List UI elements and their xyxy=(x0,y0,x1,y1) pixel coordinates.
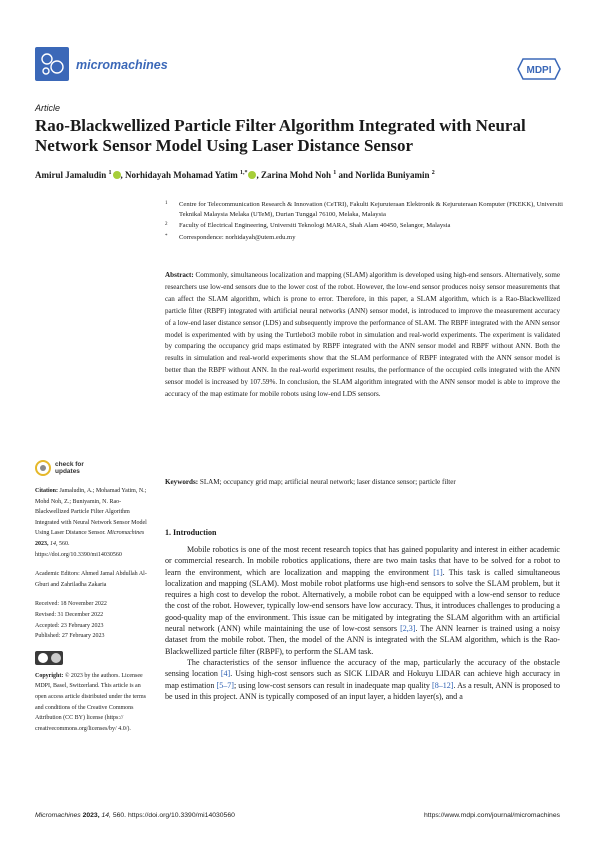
mdpi-logo-icon[interactable] xyxy=(517,58,561,80)
footer-journal-url[interactable]: https://www.mdpi.com/journal/micromachines xyxy=(424,812,560,819)
citation-link[interactable]: [2,3] xyxy=(400,624,416,634)
citation-link[interactable]: [8–12] xyxy=(432,680,454,690)
author-list: Amirul Jamaludin $^1$ , Norhidayah Mohamad Yatim $^{1,*}$ , Zarina Mohd Noh $^1$ and Norlida Buniyamin $^2$ xyxy=(35,170,435,180)
citation-block: Citation: Jamaludin, A.; Mohamad Yatim, N.; Mohd Noh, Z.; Buniyamin, N. Rao-Blackwellized Particle Filter Algorithm Integrated with Neural Network Sensor Model Using Laser Distance Sensor. Micromachines 2023, 14, 560. https://doi.org/10.3390/mi14030560 xyxy=(35,488,147,558)
affiliations xyxy=(165,200,565,244)
author-name[interactable]: Norlida Buniyamin xyxy=(355,170,430,180)
introduction-body xyxy=(165,544,560,702)
article-type: Article xyxy=(35,103,61,113)
author-sup: 1 xyxy=(108,170,112,176)
keywords-text: SLAM; occupancy grid map; artificial neural network; laser distance sensor; particle filter xyxy=(199,478,456,486)
keywords-label: Keywords: xyxy=(165,478,199,486)
journal-name[interactable]: micromachines xyxy=(76,58,168,72)
copyright-block: Copyright: © 2023 by the authors. Licensee MDPI, Basel, Switzerland. This article is an open access article distributed under the terms and conditions of the Creative Commons Attribution (CC BY) license (https:// creativecommons.org/licenses/by/ 4.0/). xyxy=(35,672,146,732)
footer-citation: Micromachines 2023, 14, 560. https://doi.org/10.3390/mi14030560 xyxy=(35,812,235,819)
paragraph: Mobile robotics is one of the most recent research topics that has gained popularity and interest in either academic or commercial research. In mobile robotics applications, there are two main tasks that have to be solved for a robot to learn the environment, which are localization and mapping the environment [1]. This task is called simultaneous localization and mapping (SLAM). Most mobile robot platforms use high-end sensors to solve the SLAM problem, but it requires a high cost to develop the robot. Alternatively, a mobile robot can be equipped with a low-end sensor to reduce the cost of the robot. However, typically low-end sensors have low accuracy. Thus, it introduces challenges to producing a good-quality map of the environment. This issue can be mitigated by integrating the SLAM algorithm with an artificial neural network (ANN) while maintaining the use of low-cost sensors [2,3]. The ANN learner is trained using a noisy dataset from the mobile robot. Then, the model of the ANN is integrated with the SLAM algorithm, which is the Rao-Blackwellized particle filter (RBPF), to perform the SLAM task. xyxy=(165,545,560,656)
citation-link[interactable]: [5–7] xyxy=(216,680,234,690)
cc-by-license-icon[interactable] xyxy=(35,651,63,665)
abstract xyxy=(165,270,560,401)
abstract-text: Commonly, simultaneous localization and mapping (SLAM) algorithm is developed using high-end sensors. Alternatively, some researchers use low-end sensors due to the lower cost of the robot. However, the low-end sensor produces noisy sensor measurements that can affect the SLAM algorithm, which is prone to error. Therefore, in this paper, a SLAM algorithm, which is a Rao-Blackwellized particle filter (RBPF) integrated with artificial neural networks (ANN) sensor model, is introduced to improve the measurement accuracy of a low-end laser distance sensor (LDS) and subsequently improve the performance of SLAM. The RBPF integrated with the ANN sensor model is experimented with by using the Turtlebot3 mobile robot in simulation and real-world experiments. The experiment is validated by comparing the occupancy grid maps estimated by RBPF integrated with the ANN sensor model and RBPF without ANN. Both the results in simulation and real-world experiments show that the SLAM performance of RBPF integrated with the ANN sensor model is better than the RBPF without ANN. In the real-world experiment results, the performance of the occupied cells integrated with the ANN sensor model is increased by 107.59%. In conclusion, the SLAM algorithm integrated with the ANN sensor model is able to improve the accuracy of the map estimate for mobile robots using low-end LDS sensors. xyxy=(165,271,560,399)
article-sidebar xyxy=(35,460,153,743)
paper-title: Rao-Blackwellized Particle Filter Algorithm Integrated with Neural Network Sensor Model Using Laser Distance Sensor xyxy=(35,116,526,155)
section-heading: 1. Introduction xyxy=(165,528,217,537)
author-sup: 1 xyxy=(333,170,337,176)
keywords xyxy=(165,477,560,488)
affiliation-item: 1 Centre for Telecommunication Research & Innovation (CeTRI), Fakulti Kejuruteraan Elektronik & Kejuruteraan Komputer (FKEKK), Universiti Teknikal Malaysia Melaka (UTeM), Durian Tunggal 76100, Melaka, Malaysia xyxy=(165,201,563,218)
author-name[interactable]: Zarina Mohd Noh xyxy=(260,170,331,180)
page-footer xyxy=(35,812,560,819)
svg-text:MDPI: MDPI xyxy=(526,65,552,76)
check-updates-icon xyxy=(35,460,51,476)
author-conjunction: and xyxy=(338,170,353,180)
paragraph: The characteristics of the sensor influence the accuracy of the map, particularly the accuracy of the obstacle sensing location [4]. Using high-cost sensors such as SICK LIDAR and Hokuyu LIDAR can achieve high accuracy in map estimation [5–7]; using low-cost sensors can result in inadequate map quality [8–12]. As a result, ANN is proposed to be used in this project. ANN is typically composed of an input layer, a hidden layer(s), and a xyxy=(165,657,561,701)
check-for-updates-button[interactable]: check for updates xyxy=(35,460,153,476)
citation-link[interactable]: [1] xyxy=(433,567,443,577)
abstract-label: Abstract: xyxy=(165,271,194,279)
orcid-icon[interactable] xyxy=(248,171,256,179)
correspondence: * Correspondence: norhidayah@utem.edu.my xyxy=(165,233,296,241)
publication-dates: Received: 18 November 2022 Revised: 31 December 2022 Accepted: 23 February 2023 Published: 27 February 2023 xyxy=(35,601,107,640)
orcid-icon[interactable] xyxy=(113,171,121,179)
author-name[interactable]: Norhidayah Mohamad Yatim xyxy=(125,170,238,180)
journal-logo-icon xyxy=(35,47,69,81)
author-sup: 1,* xyxy=(239,170,248,176)
affiliation-item: 2 Faculty of Electrical Engineering, Universiti Teknologi MARA, Shah Alam 40450, Selangor, Malaysia xyxy=(165,222,451,229)
author-sup: 2 xyxy=(431,170,435,176)
academic-editors: Academic Editors: Ahmed Jamal Abdullah Al-Gburi and Zahriladha Zakaria xyxy=(35,571,147,588)
citation-link[interactable]: [4] xyxy=(220,669,231,679)
author-name[interactable]: Amirul Jamaludin xyxy=(35,170,107,180)
